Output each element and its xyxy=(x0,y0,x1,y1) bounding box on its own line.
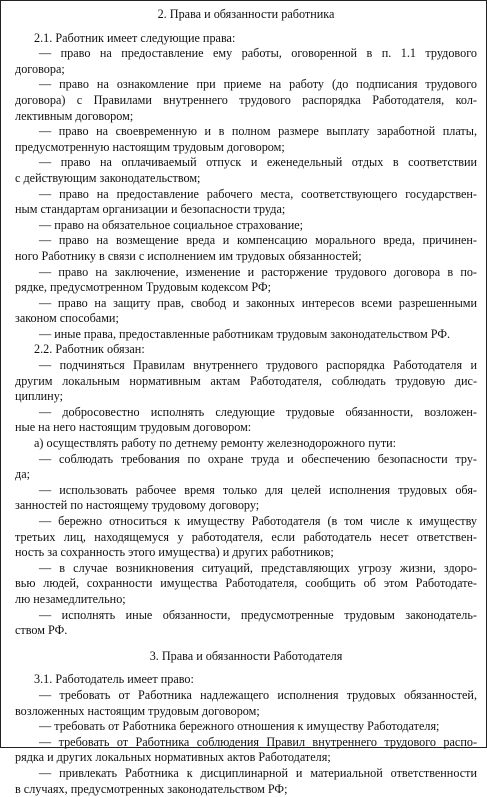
text-line: — привлекать Работника к дисциплинарной и материальной ответственности xyxy=(15,766,477,782)
text-line: законом способами; xyxy=(15,311,477,327)
text-line: — подчиняться Правилам внутреннего трудового распорядка Работодателя и xyxy=(15,358,477,374)
text-line: другим локальным нормативным актам Работодателя, соблюдать трудовую дис- xyxy=(15,374,477,390)
text-line: в случаях, предусмотренных законодательством РФ; xyxy=(15,782,477,797)
text-line: возложенных настоящим трудовым договором; xyxy=(15,704,477,720)
text-line: — требовать от Работника соблюдения Правил внутреннего трудового распо- xyxy=(15,735,477,751)
section-3-heading: 3. Права и обязанности Работодателя xyxy=(15,649,477,665)
section-2-heading: 2. Права и обязанности работника xyxy=(15,7,477,23)
text-line: рядка и других локальных нормативных актов Работодателя; xyxy=(15,750,477,766)
text-line: — в случае возникновения ситуаций, представляющих угрозу жизни, здоро- xyxy=(15,561,477,577)
text-line: ного Работнику в связи с исполнением им трудовых обязанностей; xyxy=(15,249,477,265)
text-line: договора) с Правилами внутреннего трудового распорядка Работодателя, кол- xyxy=(15,93,477,109)
text-line: с действующим законодательством; xyxy=(15,171,477,187)
text-line: — право на возмещение вреда и компенсацию морального вреда, причинен- xyxy=(15,233,477,249)
text-line: — право на ознакомление при приеме на работу (до подписания трудового xyxy=(15,77,477,93)
text-line: — право на оплачиваемый отпуск и еженедельный отдых в соответствии xyxy=(15,155,477,171)
text-line: — соблюдать требования по охране труда и обеспечению безопасности тру- xyxy=(15,452,477,468)
text-line: — требовать от Работника надлежащего исполнения трудовых обязанностей, xyxy=(15,688,477,704)
text-line: ством РФ. xyxy=(15,623,477,639)
text-line: — исполнять иные обязанности, предусмотренные трудовым законодатель- xyxy=(15,608,477,624)
text-line: — требовать от Работника бережного отношения к имуществу Работодателя; xyxy=(15,719,477,735)
text-line: 2.1. Работник имеет следующие права: xyxy=(15,31,477,47)
text-line: предусмотренную настоящим трудовым договором; xyxy=(15,140,477,156)
text-line: лю незамедлительно; xyxy=(15,592,477,608)
text-line: циплину; xyxy=(15,389,477,405)
text-line: — право на предоставление ему работы, оговоренной в п. 1.1 трудового xyxy=(15,46,477,62)
text-line: договора; xyxy=(15,62,477,78)
text-line: третьих лиц, находящемуся у работодателя, если работодатель несет ответствен- xyxy=(15,530,477,546)
text-line: — право на защиту прав, свобод и законных интересов всеми разрешенными xyxy=(15,296,477,312)
text-line: — право на своевременную и в полном размере выплату заработной платы, xyxy=(15,124,477,140)
text-line: вью людей, сохранности имущества Работодателя, сообщить об этом Работодате- xyxy=(15,576,477,592)
text-line: 2.2. Работник обязан: xyxy=(15,342,477,358)
contract-text xyxy=(15,5,477,797)
text-line: — право на обязательное социальное страхование; xyxy=(15,218,477,234)
text-line: — иные права, предоставленные работникам трудовым законодательством РФ. xyxy=(15,327,477,343)
text-line: — использовать рабочее время только для целей исполнения трудовых обя- xyxy=(15,483,477,499)
text-line: ность за сохранность этого имущества) и других работников; xyxy=(15,545,477,561)
text-line: — право на предоставление рабочего места, соответствующего государствен- xyxy=(15,187,477,203)
text-line: да; xyxy=(15,467,477,483)
text-line: — бережно относиться к имуществу Работодателя (в том числе к имуществу xyxy=(15,514,477,530)
text-line: ным стандартам организации и безопасности труда; xyxy=(15,202,477,218)
text-line: — добросовестно исполнять следующие трудовые обязанности, возложен- xyxy=(15,405,477,421)
text-line: лективным договором; xyxy=(15,109,477,125)
text-line: рядке, предусмотренном Трудовым кодексом РФ; xyxy=(15,280,477,296)
text-line: а) осуществлять работу по детнему ремонту железнодорожного пути: xyxy=(15,436,477,452)
text-line: — право на заключение, изменение и расторжение трудового договора в по- xyxy=(15,265,477,281)
text-line: 3.1. Работодатель имеет право: xyxy=(15,672,477,688)
text-line: ные на него настоящим трудовым договором: xyxy=(15,420,477,436)
text-line: занностей по настоящему трудовому договору; xyxy=(15,498,477,514)
